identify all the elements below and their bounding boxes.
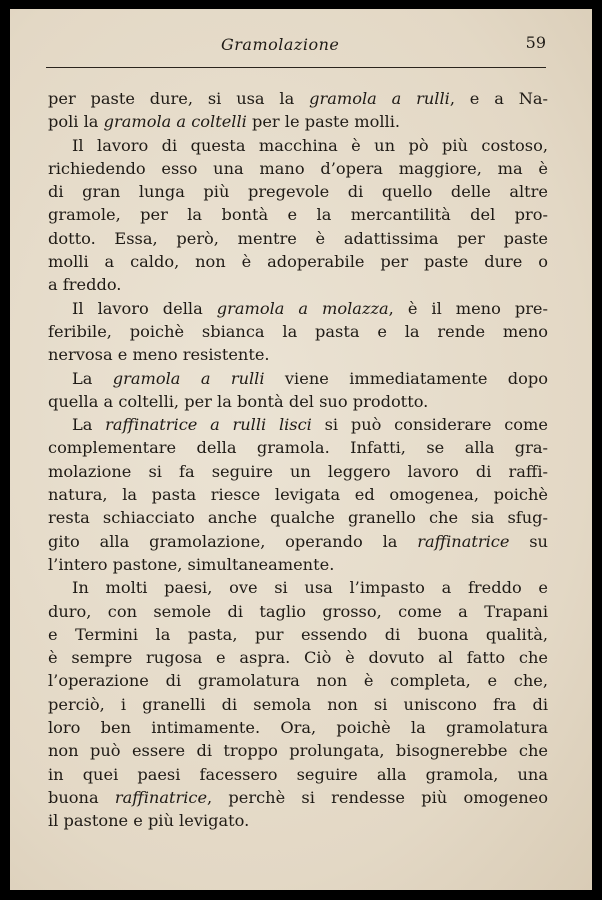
- italic-term: raffinatrice: [114, 787, 208, 807]
- text-line: [48, 343, 548, 366]
- text-segment: buona: [48, 787, 115, 807]
- text-segment: perciò, i granelli di semola non si uniscono fra di: [48, 694, 548, 714]
- text-segment: a freddo.: [48, 275, 122, 295]
- text-segment: gito alla gramolazione, operando la: [48, 531, 418, 551]
- text-line: [48, 506, 548, 529]
- text-segment: resta schiacciato anche qualche granello che sia sfug-: [48, 508, 548, 528]
- text-segment: è sempre rugosa e aspra. Ciò è dovuto al fatto che: [48, 648, 548, 668]
- text-line: [48, 367, 548, 390]
- text-segment: , perchè si rendesse più omogeneo: [207, 787, 548, 807]
- text-line: [48, 600, 548, 623]
- text-segment: per paste dure, si usa la: [48, 89, 310, 108]
- text-segment: natura, la pasta riesce levigata ed omogenea, poichè: [48, 485, 548, 505]
- italic-term: gramola a rulli: [309, 89, 450, 108]
- text-line: [48, 623, 548, 646]
- text-segment: quella a coltelli, per la bontà del suo prodotto.: [48, 391, 429, 411]
- text-segment: duro, con semole di taglio grosso, come a Trapani: [48, 601, 548, 621]
- text-segment: per le paste molli.: [246, 112, 401, 132]
- text-segment: non può essere di troppo prolungata, bisognerebbe che: [48, 741, 548, 761]
- text-segment: Il lavoro della: [72, 298, 217, 318]
- text-segment: La: [72, 415, 106, 435]
- text-line: [48, 87, 548, 110]
- text-segment: in quei paesi facessero seguire alla gramola, una: [48, 764, 548, 784]
- body-text: [48, 87, 548, 833]
- text-segment: gramole, per la bontà e la mercantilità del pro-: [48, 205, 548, 225]
- text-segment: complementare della gramola. Infatti, se alla gra-: [48, 438, 548, 458]
- text-line: [48, 576, 548, 599]
- text-segment: feribile, poichè sbianca la pasta e la rende meno: [48, 321, 548, 341]
- text-line: [48, 646, 548, 669]
- text-line: [48, 250, 548, 273]
- text-segment: e Termini la pasta, pur essendo di buona qualità,: [48, 624, 548, 644]
- text-line: [48, 110, 548, 133]
- text-line: [48, 530, 548, 553]
- text-segment: dotto. Essa, però, mentre è adattissima per paste: [48, 228, 548, 248]
- text-segment: si può considerare come: [311, 415, 548, 435]
- text-line: [48, 460, 548, 483]
- text-line: [48, 273, 548, 296]
- text-segment: La: [72, 368, 113, 388]
- text-segment: Il lavoro di questa macchina è un pò più costoso,: [72, 135, 548, 155]
- text-line: [48, 553, 548, 576]
- text-line: [48, 786, 548, 809]
- italic-term: raffinatrice: [417, 531, 510, 551]
- text-segment: poli la: [48, 112, 104, 132]
- italic-term: gramola a rulli: [112, 368, 265, 388]
- text-line: [48, 227, 548, 250]
- book-page: [10, 9, 592, 890]
- text-line: [48, 203, 548, 226]
- text-segment: loro ben intimamente. Ora, poichè la gramolatura: [48, 718, 548, 738]
- text-segment: viene immediatamente dopo: [264, 368, 549, 388]
- text-line: [48, 483, 548, 506]
- text-line: [48, 413, 548, 436]
- italic-term: gramola a coltelli: [103, 112, 247, 132]
- text-segment: l’intero pastone, simultaneamente.: [48, 554, 335, 574]
- text-segment: molli a caldo, non è adoperabile per paste dure o: [48, 252, 548, 272]
- header-rule: [46, 67, 546, 68]
- running-title: Gramolazione: [221, 35, 340, 54]
- text-segment: , è il meno pre-: [388, 298, 548, 318]
- text-line: [48, 134, 548, 157]
- text-segment: di gran lunga più pregevole di quello delle altre: [48, 182, 548, 202]
- text-line: [48, 716, 548, 739]
- text-segment: richiedendo esso una mano d’opera maggiore, ma è: [48, 158, 548, 178]
- text-line: [48, 809, 548, 832]
- text-line: [48, 390, 548, 413]
- page-number: 59: [525, 33, 546, 52]
- text-line: [48, 669, 548, 692]
- text-segment: molazione si fa seguire un leggero lavoro di raffi-: [48, 461, 548, 481]
- text-segment: In molti paesi, ove si usa l’impasto a freddo e: [72, 578, 548, 598]
- text-line: [48, 763, 548, 786]
- text-line: [48, 436, 548, 459]
- text-line: [48, 320, 548, 343]
- text-line: [48, 297, 548, 320]
- page-header: [46, 33, 546, 63]
- text-line: [48, 180, 548, 203]
- text-segment: nervosa e meno resistente.: [48, 345, 270, 365]
- text-segment: l’operazione di gramolatura non è completa, e che,: [48, 671, 548, 691]
- italic-term: raffinatrice a rulli lisci: [105, 415, 312, 435]
- text-segment: il pastone e più levigato.: [48, 811, 250, 831]
- text-line: [48, 157, 548, 180]
- text-line: [48, 739, 548, 762]
- italic-term: gramola a molazza: [216, 298, 389, 318]
- text-line: [48, 693, 548, 716]
- text-segment: , e a Na-: [449, 89, 549, 108]
- text-segment: su: [509, 531, 548, 551]
